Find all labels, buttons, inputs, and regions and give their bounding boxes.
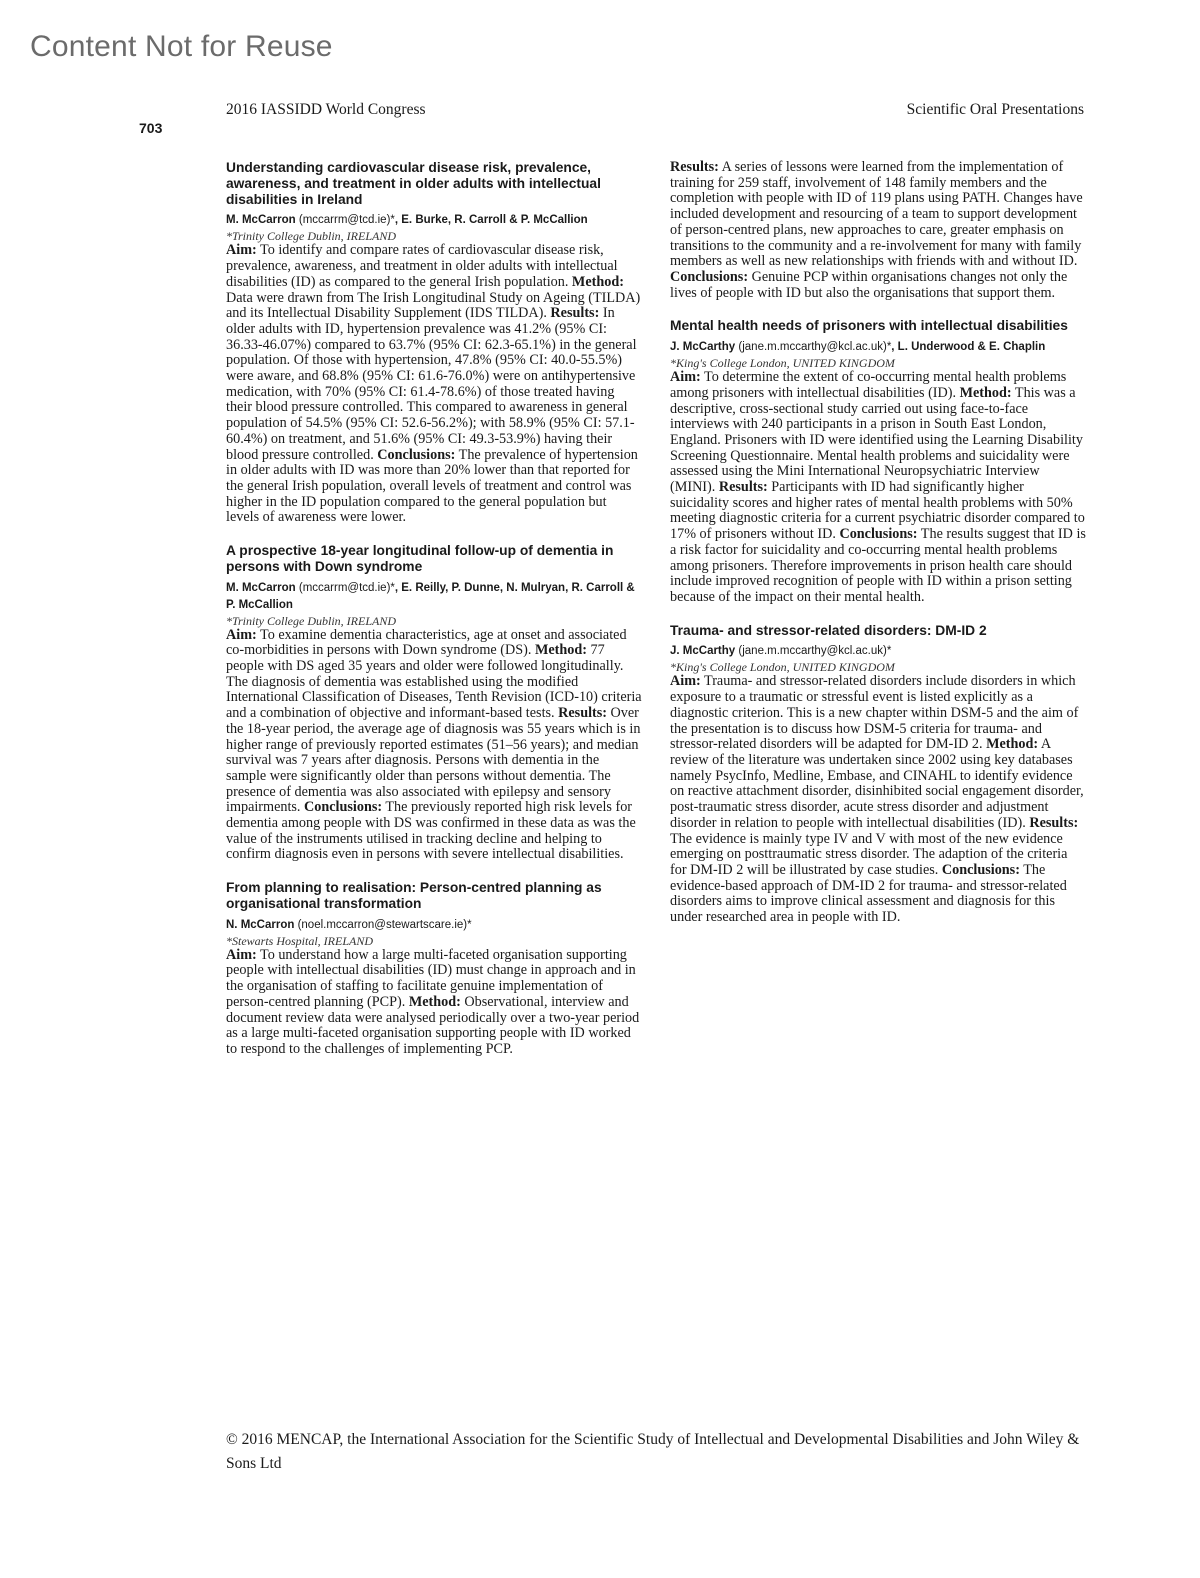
abstract-continued	[670, 160, 1086, 301]
abstract-body	[226, 243, 642, 526]
running-header-right: Scientific Oral Presentations	[906, 101, 1084, 118]
section-label-aim: Aim:	[226, 626, 257, 643]
watermark: Content Not for Reuse	[30, 30, 333, 63]
coauthors: , E. Burke, R. Carroll & P. McCallion	[394, 214, 588, 227]
affiliation: *King's College London, UNITED KINGDOM	[670, 660, 895, 675]
section-label-aim: Aim:	[226, 946, 257, 963]
section-label-conclusions: Conclusions:	[304, 799, 383, 816]
abstract-authors	[226, 212, 642, 229]
presenter-email: (jane.m.mccarthy@kcl.ac.uk)*	[738, 341, 892, 354]
abstract-body	[226, 948, 642, 1058]
section-label-method: Method:	[534, 642, 587, 659]
presenter-name: M. McCarron	[226, 581, 296, 594]
abstract	[226, 543, 642, 863]
section-label-conclusions: Conclusions:	[941, 861, 1020, 878]
abstract-title: Understanding cardiovascular disease risk, prevalence, awareness, and treatment in older adults with intellectual disabilities in Ireland	[226, 160, 601, 207]
abstract	[670, 623, 1086, 926]
section-label-conclusions: Conclusions:	[839, 526, 918, 543]
section-text-results: The evidence is mainly type IV and V with most of the new evidence emerging on posttraumatic stress disorder. The adaption of the criteria for DM-ID 2 will be illustrated by case studies.	[670, 830, 1068, 878]
running-header-left: 2016 IASSIDD World Congress	[226, 101, 426, 118]
abstract-body	[670, 160, 1086, 301]
coauthors: , E. Reilly, P. Dunne, N. Mulryan, R. Carroll & P. McCallion	[226, 581, 635, 611]
abstract-title: Trauma- and stressor-related disorders: DM-ID 2	[670, 622, 987, 638]
section-text-conclusions: The evidence-based approach of DM-ID 2 for trauma- and stressor-related disorders aims to improve clinical assessment and diagnosis for this under researched area in people with ID.	[670, 861, 1067, 926]
section-text-conclusions: Genuine PCP within organisations changes not only the lives of people with ID but also the organisations that support them.	[670, 268, 1068, 301]
section-label-conclusions: Conclusions:	[377, 446, 456, 463]
section-text-conclusions: The prevalence of hypertension in older adults with ID was more than 20% lower than that reported for the general Irish population, overall levels of treatment and control was higher in the ID population compared to the general population but levels of awareness were lower.	[226, 446, 638, 526]
left-column	[226, 160, 642, 1075]
section-text-conclusions: The results suggest that ID is a risk factor for suicidality and co-occurring mental health problems among prisoners. Therefore improvements in prison health care should include improved recognition of people with ID within a prison setting because of the impact on their mental health.	[670, 526, 1086, 605]
section-label-method: Method:	[986, 736, 1039, 753]
presenter-name: M. McCarron	[226, 214, 296, 227]
section-label-aim: Aim:	[226, 242, 257, 259]
section-label-method: Method:	[408, 993, 461, 1010]
affiliation: *King's College London, UNITED KINGDOM	[670, 356, 895, 371]
abstract	[226, 880, 642, 1058]
abstract-title: A prospective 18-year longitudinal follow-up of dementia in persons with Down syndrome	[226, 543, 614, 574]
section-label-results: Results:	[670, 159, 719, 175]
section-text-results: A series of lessons were learned from the implementation of training for 259 staff, involvement of 148 family members and the completion with people with ID of 119 plans using PATH. Changes have included development and resourcing of a team to support development of person-centred plans, new approaches to care, greater emphasis on transitions to the community and a re-involvement for many with family members as well as new relationships with friends with and without ID.	[670, 159, 1083, 270]
copyright-footer: © 2016 MENCAP, the International Association for the Scientific Study of Intellectual and Developmental Disabilities and John Wiley & Sons Ltd	[226, 1431, 1080, 1472]
section-text-aim: To determine the extent of co-occurring mental health problems among prisoners with intellectual disabilities (ID).	[670, 369, 1067, 401]
section-text-aim: To identify and compare rates of cardiovascular disease risk, prevalence, awareness, and treatment in older adults with intellectual disabilities (ID) as compared to the general Irish population.	[226, 242, 618, 290]
affiliation: *Trinity College Dublin, IRELAND	[226, 613, 396, 628]
presenter-email: (noel.mccarron@stewartscare.ie)*	[297, 918, 472, 931]
abstract	[670, 318, 1086, 605]
section-label-conclusions: Conclusions:	[670, 268, 749, 285]
abstract-body	[226, 628, 642, 864]
abstract-body	[670, 370, 1086, 606]
section-label-results: Results:	[558, 705, 607, 722]
section-text-results: In older adults with ID, hypertension prevalence was 41.2% (95% CI: 36.33-46.07%) compared to 63.7% (95% CI: 62.3-65.1%) in the general population. Of those with hypertension, 47.8% (95% CI: 40.0-55.5%) were aware, and 68.8% (95% CI: 61.6-76.0%) were on antihypertensive medication, with 70% (95% CI: 61.4-78.6%) of those treated having their blood pressure controlled. This compared to awareness in general population of 54.5% (95% CI: 52.6-56.2%); with 58.9% (95% CI: 57.1-60.4%) on treatment, and 51.6% (95% CI: 49.3-53.9%) having their blood pressure controlled.	[226, 305, 637, 463]
section-text-method: Observational, interview and document review data were analysed periodically over a two-year period as a large multi-faceted organisation supporting people with ID worked to respond to the challenges of implementing PCP.	[226, 993, 640, 1057]
section-label-results: Results:	[550, 305, 600, 322]
section-label-aim: Aim:	[670, 673, 701, 690]
section-label-results: Results:	[1029, 814, 1079, 831]
section-text-method: A review of the literature was undertaken since 2002 using key databases namely PsycInfo, Medline, Embase, and CINAHL to identify evidence on reactive attachment disorder, disinhibited social engagement disorder, post-traumatic stress disorder, acute stress disorder and adjustment disorder in relation to people with intellectual disabilities (ID).	[670, 736, 1084, 831]
section-text-results: Over the 18-year period, the average age of diagnosis was 55 years which is in higher range of previously reported estimates (51–56 years); and median survival was 7 years after diagnosis. Persons with dementia in the sample were significantly older than persons without dementia. The presence of dementia was also associated with epilepsy and sensory impairments.	[226, 705, 641, 816]
abstract-title: Mental health needs of prisoners with intellectual disabilities	[670, 318, 1068, 334]
abstract-title: From planning to realisation: Person-centred planning as organisational transformation	[226, 880, 602, 911]
presenter-name: J. McCarthy	[670, 341, 736, 354]
affiliation: *Trinity College Dublin, IRELAND	[226, 229, 396, 244]
section-text-results: Participants with ID had significantly higher suicidality scores and higher rates of mental health problems with 50% meeting diagnostic criteria for a current psychiatric disorder compared to 17% of prisoners without ID.	[670, 479, 1085, 543]
section-label-results: Results:	[718, 479, 768, 496]
section-label-method: Method:	[959, 384, 1012, 401]
abstract-authors	[670, 643, 1086, 660]
page-number: 703	[139, 120, 163, 136]
abstract	[226, 160, 642, 526]
section-text-aim: To understand how a large multi-faceted organisation supporting people with intellectual disabilities (ID) must change in approach and in the organisation of staffing to facilitate genuine implementation of person-centred planning (PCP).	[226, 946, 636, 1010]
section-text-method: Data were drawn from The Irish Longitudinal Study on Ageing (TILDA) and its Intellectual Disability Supplement (IDS TILDA).	[226, 289, 641, 322]
presenter-email: (mccarrm@tcd.ie)*	[298, 214, 395, 227]
presenter-email: (jane.m.mccarthy@kcl.ac.uk)*	[738, 645, 892, 658]
presenter-name: J. McCarthy	[670, 645, 736, 658]
section-text-aim: To examine dementia characteristics, age at onset and associated co-morbidities in persons with Down syndrome (DS).	[226, 626, 627, 659]
section-text-method: This was a descriptive, cross-sectional study carried out using face-to-face interviews with 240 participants in a prison in South East London, England. Prisoners with ID were identified using the Learning Disability Screening Questionnaire. Mental health problems and suicidality were assessed using the Mini International Neuropsychiatric Interview (MINI).	[670, 384, 1083, 496]
section-text-aim: Trauma- and stressor-related disorders include disorders in which exposure to a traumatic or stressful event is listed explicitly as a diagnostic criterion. This is a new chapter within DSM-5 and the aim of the presentation is to discuss how DSM-5 criteria for trauma- and stressor-related disorders will be adapted for DM-ID 2.	[670, 673, 1079, 753]
abstract-authors	[670, 339, 1086, 356]
coauthors: , L. Underwood & E. Chaplin	[891, 341, 1046, 354]
section-label-method: Method:	[571, 273, 624, 290]
section-label-aim: Aim:	[670, 369, 701, 386]
abstract-authors	[226, 580, 642, 614]
right-column	[670, 160, 1086, 943]
affiliation: *Stewarts Hospital, IRELAND	[226, 933, 374, 948]
section-text-conclusions: The previously reported high risk levels for dementia among people with DS was confirmed in these data as was the value of the instruments utilised in tracking decline and helping to confirm diagnosis even in persons with severe intellectual disabilities.	[226, 799, 636, 863]
presenter-email: (mccarrm@tcd.ie)*	[298, 581, 395, 594]
abstract-authors	[226, 917, 642, 934]
presenter-name: N. McCarron	[226, 918, 295, 931]
section-text-method: 77 people with DS aged 35 years and older were followed longitudinally. The diagnosis of dementia was established using the modified International Classification of Diseases, Tenth Revision (ICD-10) criteria and a combination of objective and informant-based tests.	[226, 642, 642, 722]
abstract-body	[670, 674, 1086, 925]
